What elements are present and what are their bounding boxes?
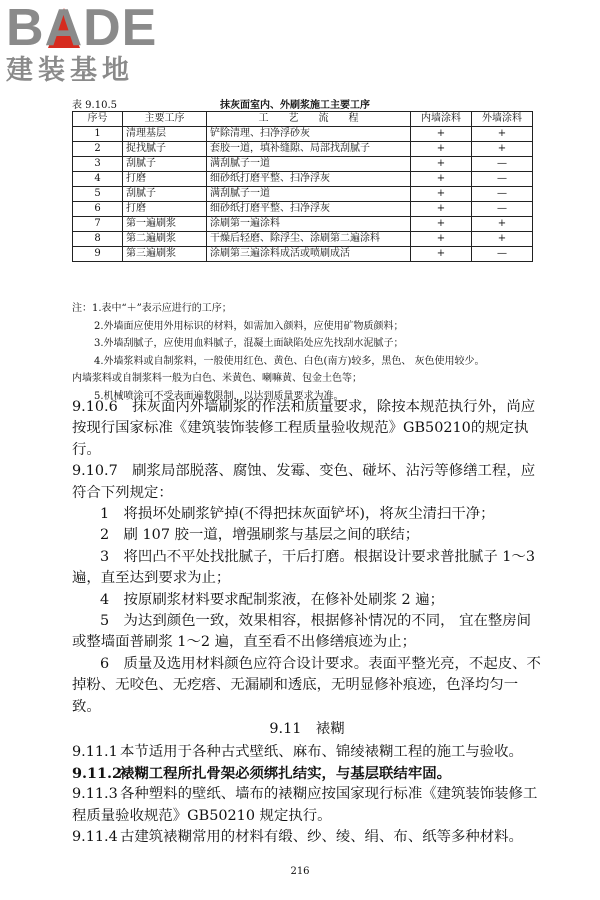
clause-9-10-6: 9.10.6 抹灰面内外墙刷浆的作法和质量要求，除按本规范执行外，尚应按现行国家标准《建筑装饰装修工程质量验收规范》GB50210的规定执行。 <box>72 399 536 458</box>
table-cell: 铲除清理、扫净浮砂灰 <box>207 127 411 142</box>
table-row <box>73 217 533 232</box>
table-notes <box>72 300 542 405</box>
table-cell: 9 <box>73 247 123 262</box>
table-row <box>73 187 533 202</box>
table-cell: 第二遍刷浆 <box>123 232 207 247</box>
table-cell: + <box>472 232 533 247</box>
table-cell: 8 <box>73 232 123 247</box>
logo <box>6 2 176 86</box>
header-cell: 主要工序 <box>123 112 207 127</box>
table-cell: 1 <box>73 127 123 142</box>
header-cell: 工 艺 流 程 <box>207 112 411 127</box>
table-cell: 第一遍刷浆 <box>123 217 207 232</box>
table-cell: + <box>472 142 533 157</box>
clause-9-11-4: 9.11.4 古建筑裱糊常用的材料有缎、纱、绫、绢、布、纸等多种材料。 <box>72 829 523 846</box>
table-cell: + <box>411 217 472 232</box>
clause-item: 2 刷 107 胶一道，增强刷浆与基层之间的联结； <box>100 527 420 544</box>
table-cell: 满刮腻子一道 <box>207 157 411 172</box>
note: 2.外墙面应使用外用标识的材料，如需加入颜料，应使用矿物质颜料； <box>94 320 404 332</box>
clause-9-11-1: 9.11.1 本节适用于各种古式壁纸、麻布、锦绫裱糊工程的施工与验收。 <box>72 743 523 760</box>
page-number: 216 <box>290 866 310 877</box>
table-cell: 3 <box>73 157 123 172</box>
table-cell: — <box>472 172 533 187</box>
table-row <box>73 172 533 187</box>
clause-9-11-2: 9.11.2裱糊工程所扎骨架必须绑扎结实，与基层联结牢固。 <box>72 764 451 782</box>
table-cell: 细砂纸打磨平整、扫净浮灰 <box>207 172 411 187</box>
table-cell: + <box>472 127 533 142</box>
process-table <box>72 111 533 262</box>
clause-9-10-7: 9.10.7 刷浆局部脱落、腐蚀、发霉、变色、碰坏、沾污等修缮工程，应符合下列规定： <box>72 463 536 501</box>
table-cell: 6 <box>73 202 123 217</box>
table-cell: 第三遍刷浆 <box>123 247 207 262</box>
table-row <box>73 127 533 142</box>
table-cell: + <box>411 157 472 172</box>
clause-item: 1 将损坏处刷浆铲掉(不得把抹灰面铲坏)，将灰尘清扫干净； <box>100 506 495 523</box>
table-cell: + <box>411 127 472 142</box>
table-cell: 刮腻子 <box>123 157 207 172</box>
table-row <box>73 232 533 247</box>
table-cell: + <box>411 202 472 217</box>
table-cell: — <box>472 157 533 172</box>
clause-item: 6 质量及选用材料颜色应符合设计要求。表面平整光亮，不起皮、不掉粉、无咬色、无疙瘩、无漏刷和透底，无明显修补痕迹，色泽均匀一致。 <box>72 655 541 715</box>
table-cell: 套胶一道，填补缝隙、局部找刮腻子 <box>207 142 411 157</box>
table-number: 表 9.10.5 <box>72 100 117 111</box>
table-cell: + <box>411 187 472 202</box>
clause-9-11-3: 9.11.3 各种塑料的壁纸、墙布的裱糊应按国家现行标准《建筑装饰装修工程质量验收规范》GB50210 规定执行。 <box>72 786 538 824</box>
table-cell: 2 <box>73 142 123 157</box>
table-row <box>73 157 533 172</box>
table-title: 抹灰面室内、外刷浆施工主要工序 <box>220 100 370 111</box>
note: 内墙浆料或自制浆料一般为白色、米黄色、喇嘛黄、包金土色等； <box>72 373 362 384</box>
table-caption <box>72 96 532 110</box>
clause-item: 3 将凹凸不平处找批腻子，干后打磨。根据设计要求普批腻子 1～3 遍，直至达到要求为止； <box>72 548 535 587</box>
table-cell: + <box>472 217 533 232</box>
table-cell: — <box>472 202 533 217</box>
table-cell: 满刮腻子一道 <box>207 187 411 202</box>
table-cell: — <box>472 187 533 202</box>
table-cell: 干燥后轻磨、除浮尘、涂刷第二遍涂料 <box>207 232 411 247</box>
table-row <box>73 202 533 217</box>
note: 注：1.表中“＋”表示应进行的工序； <box>72 303 232 314</box>
table-cell: 捉找腻子 <box>123 142 207 157</box>
note: 4.外墙浆料或自制浆料，一般使用红色、黄色、白色(南方)较多，黑色、 灰色使用较少。 <box>94 355 485 367</box>
table-row <box>73 247 533 262</box>
logo-wordmark: B A DE <box>6 0 158 57</box>
table-cell: 刮腻子 <box>123 187 207 202</box>
header-cell: 序号 <box>73 112 123 127</box>
header-cell: 内墙涂料 <box>411 112 472 127</box>
table-cell: 打磨 <box>123 202 207 217</box>
table-cell: + <box>411 172 472 187</box>
header-cell: 外墙涂料 <box>472 112 533 127</box>
table-cell: 涂刷第一遍涂料 <box>207 217 411 232</box>
body-text <box>72 397 542 849</box>
table-row <box>73 142 533 157</box>
table-header-row <box>73 112 533 127</box>
section-title: 9.11 裱糊 <box>269 721 345 738</box>
table-cell: 细砂纸打磨平整、扫净浮灰 <box>207 202 411 217</box>
table-cell: + <box>411 142 472 157</box>
clause-item: 5 为达到颜色一致，效果相容，根据修补情况的不同， 宜在整房间或整墙面普刷浆 1～2 遍，直至看不出修缮痕迹为止； <box>72 613 532 651</box>
table-cell: + <box>411 232 472 247</box>
table-cell: 清理基层 <box>123 127 207 142</box>
table-cell: 7 <box>73 217 123 232</box>
clause-item: 4 按原刷浆材料要求配制浆液，在修补处刷浆 2 遍； <box>100 591 445 608</box>
table-cell: 打磨 <box>123 172 207 187</box>
table-cell: 4 <box>73 172 123 187</box>
table-cell: 涂刷第三遍涂料成活或喷刷成活 <box>207 247 411 262</box>
table-cell: + <box>411 247 472 262</box>
table-cell: 5 <box>73 187 123 202</box>
table-cell: — <box>472 247 533 262</box>
note: 3.外墙刮腻子，应使用血料腻子，混凝土面缺陷处应先找刮水泥腻子； <box>94 338 404 349</box>
note: 5.机械喷涂可不受表面遍数限制，以达到质量要求为准。 <box>94 390 344 402</box>
logo-subtitle: 建装基地 <box>6 55 134 86</box>
